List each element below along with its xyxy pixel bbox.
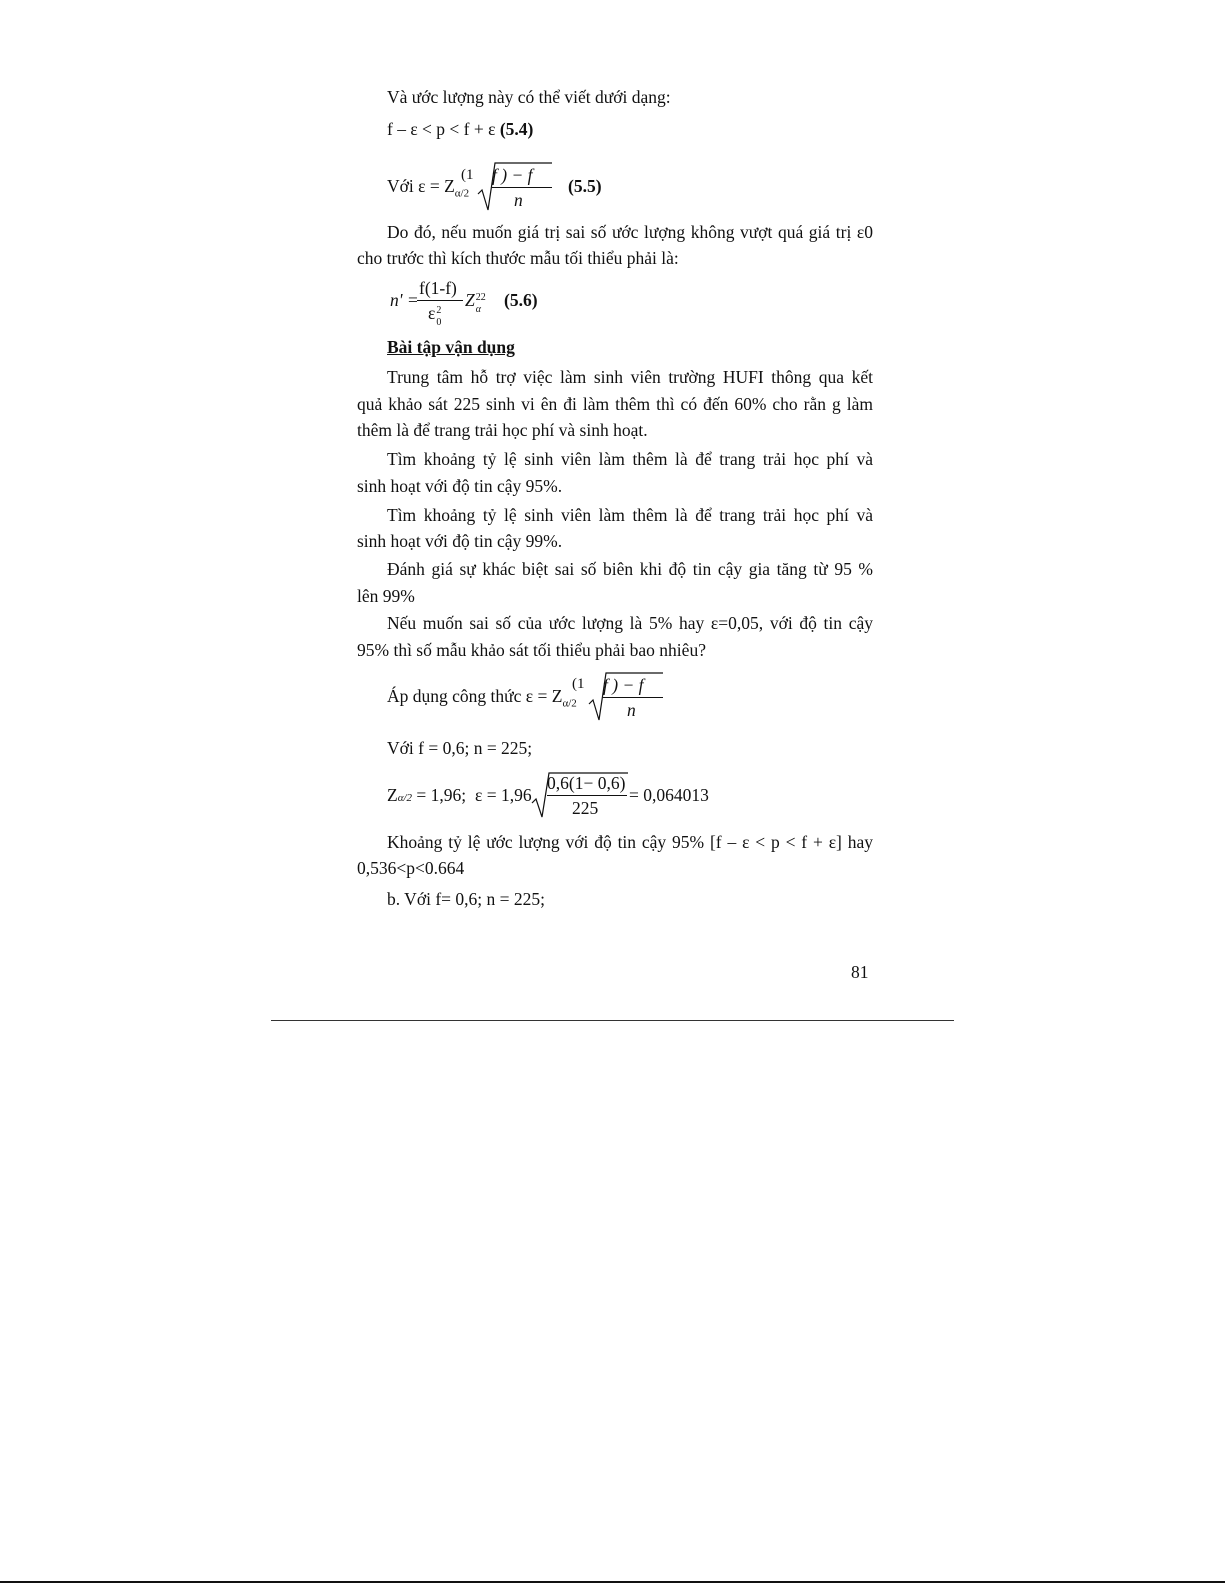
p7-line2: 0,536<p<0.664 [357,858,465,878]
p2-line1: Trung tâm hỗ trợ việc làm sinh viên trường HUFI thông qua kết [387,367,873,387]
eps-calc-result: = 0,064013 [629,785,709,805]
eq55-fraction-bar [492,187,552,188]
p5-line2: lên 99% [357,586,415,606]
equation-5-5-prefix [387,176,469,200]
para1-line2: cho trước thì kích thước mẫu tối thiểu phải là: [357,248,679,268]
equation-5-4-label: (5.4) [499,119,534,139]
apply-formula-prefix [387,686,577,710]
bottom-border [0,1581,1225,1583]
page-number: 81 [851,962,869,982]
eq56-denominator [428,303,443,328]
intro-line: Và ước lượng này có thể viết dưới dạng: [387,87,671,107]
part-b-line: b. Với f= 0,6; n = 225; [387,889,545,909]
eq55-denominator: n [514,190,523,210]
z-value: = 1,96; [412,785,467,805]
eq55-paren: (1 [461,167,474,183]
exercise-heading: Bài tập vận dụng [387,337,515,357]
p4-line2: sinh hoạt với độ tin cậy 99%. [357,531,563,551]
eq56-z-sub: α [475,304,481,315]
eq55-label: (5.5) [568,176,602,196]
apply-numerator: f ) − f [603,675,644,695]
p3-line2: sinh hoạt với độ tin cậy 95%. [357,476,563,496]
page-divider [271,1020,954,1021]
eq56-epsilon: ε [428,303,436,323]
p5-line1: Đánh giá sự khác biệt sai số biên khi độ tin cậy gia tăng từ 95 % [387,559,873,579]
equation-5-4 [387,119,533,140]
eq55-sub: α/2 [454,187,470,200]
eq56-lhs: n' = [390,290,419,310]
eq56-label: (5.6) [504,290,538,310]
eps-calc-fraction-bar [547,795,627,796]
apply-prefix-text: Áp dụng công thức ε = Z [387,686,563,706]
eq55-prefix-text: Với ε = Z [387,176,455,196]
para1-line1: Do đó, nếu muốn giá trị sai số ước lượng không vượt quá giá trị ε0 [387,222,873,242]
equation-5-4-text: f – ε < p < f + ε [387,119,496,139]
eq56-numerator: f(1-f) [419,278,457,298]
p6-line1: Nếu muốn sai số của ước lượng là 5% hay ε=0,05, với độ tin cậy [387,613,873,633]
apply-sub: α/2 [562,697,577,710]
eq56-z [465,290,489,315]
p3-line1: Tìm khoảng tỷ lệ sinh viên làm thêm là để trang trải học phí và [387,449,873,469]
eps-calc-numerator: 0,6(1− 0,6) [547,773,626,793]
eq56-den-sup: 2 [436,305,442,316]
eq56-z-sup: 22 [475,292,486,303]
given-values: Với f = 0,6; n = 225; [387,738,533,758]
eq56-z-letter: Z [465,290,475,310]
z-letter: Z [387,785,398,805]
z-value-line [387,785,466,806]
eps-calc-denominator: 225 [572,798,599,818]
p7-line1: Khoảng tỷ lệ ước lượng với độ tin cậy 95% [f – ε < p < f + ε] hay [387,832,873,852]
p4-line1: Tìm khoảng tỷ lệ sinh viên làm thêm là để trang trải học phí và [387,505,873,525]
apply-fraction-bar [603,697,663,698]
apply-paren: (1 [572,676,585,692]
eq56-den-sub: 0 [436,317,442,328]
apply-denominator: n [627,700,636,720]
eps-calc-prefix: ε = 1,96 [475,785,532,805]
p2-line2: quả khảo sát 225 sinh vi ên đi làm thêm thì có đến 60% cho rằn g làm [357,394,873,414]
z-sub: α/2 [397,792,413,804]
p6-line2: 95% thì số mẫu khảo sát tối thiểu phải bao nhiêu? [357,640,706,660]
eq56-fraction-bar [417,300,463,301]
p2-line3: thêm là để trang trải học phí và sinh hoạt. [357,420,648,440]
eq55-numerator: f ) − f [492,165,533,185]
